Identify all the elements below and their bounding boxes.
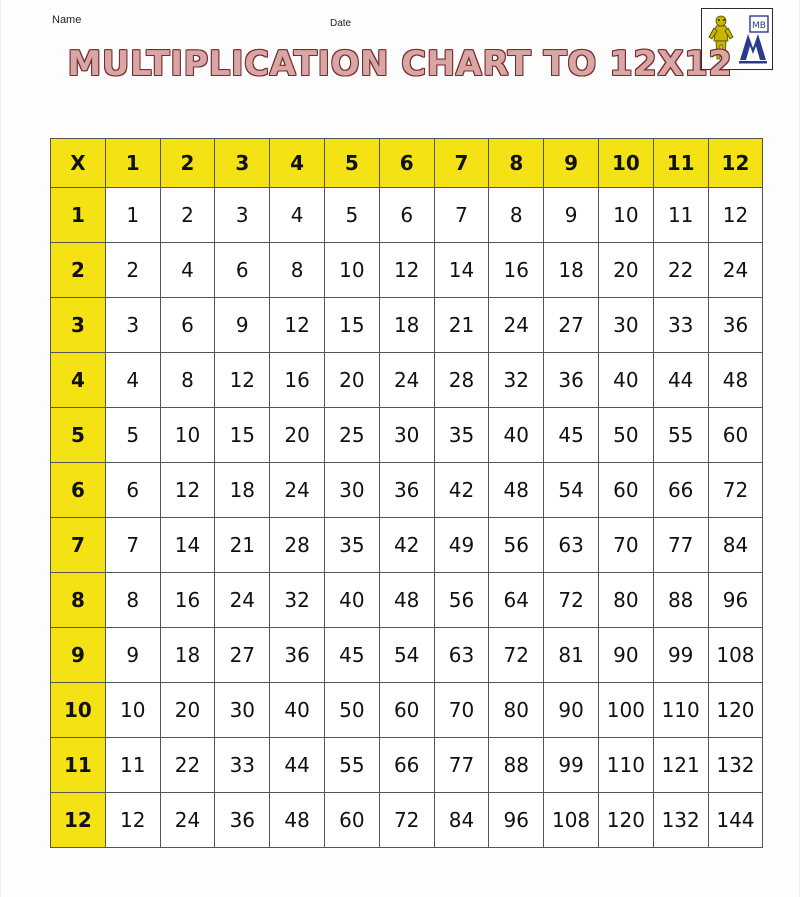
table-cell: 27	[215, 628, 270, 683]
table-cell: 12	[105, 793, 160, 848]
table-row	[51, 793, 763, 848]
table-cell: 80	[598, 573, 653, 628]
table-cell: 60	[708, 408, 763, 463]
row-header: 11	[51, 738, 106, 793]
table-cell: 3	[215, 188, 270, 243]
table-cell: 20	[270, 408, 325, 463]
svg-text:MB: MB	[752, 21, 766, 31]
table-header-row	[51, 139, 763, 188]
table-cell: 12	[215, 353, 270, 408]
table-cell: 18	[215, 463, 270, 518]
table-cell: 42	[434, 463, 489, 518]
table-row	[51, 683, 763, 738]
table-cell: 27	[544, 298, 599, 353]
table-cell: 132	[708, 738, 763, 793]
table-cell: 2	[105, 243, 160, 298]
table-cell: 14	[434, 243, 489, 298]
table-cell: 55	[324, 738, 379, 793]
table-cell: 36	[544, 353, 599, 408]
table-cell: 70	[434, 683, 489, 738]
table-cell: 30	[598, 298, 653, 353]
table-cell: 77	[653, 518, 708, 573]
table-cell: 24	[270, 463, 325, 518]
table-cell: 81	[544, 628, 599, 683]
table-cell: 48	[270, 793, 325, 848]
table-cell: 7	[434, 188, 489, 243]
table-cell: 9	[105, 628, 160, 683]
table-row	[51, 738, 763, 793]
col-header: 12	[708, 139, 763, 188]
table-cell: 33	[215, 738, 270, 793]
table-row	[51, 573, 763, 628]
table-corner-cell: X	[51, 139, 106, 188]
table-cell: 48	[489, 463, 544, 518]
table-cell: 24	[708, 243, 763, 298]
table-cell: 36	[708, 298, 763, 353]
table-cell: 110	[598, 738, 653, 793]
table-cell: 108	[708, 628, 763, 683]
table-cell: 56	[489, 518, 544, 573]
table-cell: 14	[160, 518, 215, 573]
table-cell: 50	[324, 683, 379, 738]
table-cell: 70	[598, 518, 653, 573]
table-cell: 35	[324, 518, 379, 573]
table-cell: 28	[270, 518, 325, 573]
row-header: 9	[51, 628, 106, 683]
table-cell: 9	[544, 188, 599, 243]
col-header: 1	[105, 139, 160, 188]
table-cell: 30	[324, 463, 379, 518]
row-header: 1	[51, 188, 106, 243]
table-cell: 16	[489, 243, 544, 298]
table-cell: 80	[489, 683, 544, 738]
table-cell: 60	[598, 463, 653, 518]
table-cell: 48	[379, 573, 434, 628]
row-header: 2	[51, 243, 106, 298]
table-cell: 6	[379, 188, 434, 243]
table-cell: 121	[653, 738, 708, 793]
table-cell: 1	[105, 188, 160, 243]
table-cell: 5	[105, 408, 160, 463]
table-cell: 6	[215, 243, 270, 298]
table-cell: 63	[434, 628, 489, 683]
table-cell: 36	[270, 628, 325, 683]
table-cell: 54	[379, 628, 434, 683]
table-cell: 72	[379, 793, 434, 848]
table-cell: 4	[160, 243, 215, 298]
table-cell: 18	[379, 298, 434, 353]
table-cell: 84	[708, 518, 763, 573]
table-cell: 21	[215, 518, 270, 573]
table-cell: 30	[379, 408, 434, 463]
row-header: 5	[51, 408, 106, 463]
table-cell: 55	[653, 408, 708, 463]
col-header: 10	[598, 139, 653, 188]
table-cell: 108	[544, 793, 599, 848]
table-cell: 6	[160, 298, 215, 353]
row-header: 7	[51, 518, 106, 573]
table-cell: 64	[489, 573, 544, 628]
table-cell: 84	[434, 793, 489, 848]
col-header: 5	[324, 139, 379, 188]
table-cell: 10	[105, 683, 160, 738]
table-cell: 12	[379, 243, 434, 298]
table-row	[51, 298, 763, 353]
row-header: 10	[51, 683, 106, 738]
table-cell: 24	[379, 353, 434, 408]
col-header: 9	[544, 139, 599, 188]
table-cell: 45	[324, 628, 379, 683]
table-cell: 66	[379, 738, 434, 793]
table-cell: 28	[434, 353, 489, 408]
table-cell: 49	[434, 518, 489, 573]
table-cell: 33	[653, 298, 708, 353]
multiplication-table-container	[50, 138, 755, 848]
table-cell: 90	[598, 628, 653, 683]
table-cell: 10	[160, 408, 215, 463]
row-header: 3	[51, 298, 106, 353]
table-cell: 8	[105, 573, 160, 628]
table-cell: 20	[160, 683, 215, 738]
table-cell: 12	[270, 298, 325, 353]
table-cell: 8	[270, 243, 325, 298]
table-cell: 10	[598, 188, 653, 243]
col-header: 8	[489, 139, 544, 188]
table-cell: 18	[160, 628, 215, 683]
table-cell: 6	[105, 463, 160, 518]
table-cell: 99	[544, 738, 599, 793]
table-cell: 4	[105, 353, 160, 408]
table-cell: 88	[489, 738, 544, 793]
table-cell: 12	[160, 463, 215, 518]
table-cell: 120	[708, 683, 763, 738]
table-cell: 2	[160, 188, 215, 243]
table-cell: 60	[379, 683, 434, 738]
table-cell: 4	[270, 188, 325, 243]
table-cell: 96	[708, 573, 763, 628]
table-cell: 144	[708, 793, 763, 848]
table-cell: 15	[215, 408, 270, 463]
table-row	[51, 353, 763, 408]
table-cell: 42	[379, 518, 434, 573]
table-row	[51, 188, 763, 243]
col-header: 2	[160, 139, 215, 188]
table-cell: 22	[160, 738, 215, 793]
col-header: 3	[215, 139, 270, 188]
page-title: MULTIPLICATION CHART TO 12X12	[67, 44, 733, 84]
name-field-label: Name	[52, 14, 82, 26]
table-cell: 66	[653, 463, 708, 518]
table-cell: 60	[324, 793, 379, 848]
table-cell: 11	[653, 188, 708, 243]
table-cell: 16	[270, 353, 325, 408]
table-cell: 45	[544, 408, 599, 463]
table-cell: 21	[434, 298, 489, 353]
table-cell: 11	[105, 738, 160, 793]
table-cell: 54	[544, 463, 599, 518]
col-header: 4	[270, 139, 325, 188]
table-cell: 25	[324, 408, 379, 463]
table-cell: 63	[544, 518, 599, 573]
table-row	[51, 408, 763, 463]
table-cell: 36	[215, 793, 270, 848]
row-header: 8	[51, 573, 106, 628]
table-cell: 24	[489, 298, 544, 353]
table-cell: 56	[434, 573, 489, 628]
table-cell: 32	[270, 573, 325, 628]
table-cell: 44	[653, 353, 708, 408]
table-row	[51, 518, 763, 573]
table-row	[51, 243, 763, 298]
table-cell: 36	[379, 463, 434, 518]
col-header: 11	[653, 139, 708, 188]
table-cell: 72	[544, 573, 599, 628]
table-cell: 40	[324, 573, 379, 628]
table-cell: 88	[653, 573, 708, 628]
table-cell: 32	[489, 353, 544, 408]
row-header: 12	[51, 793, 106, 848]
table-cell: 30	[215, 683, 270, 738]
table-cell: 100	[598, 683, 653, 738]
table-cell: 50	[598, 408, 653, 463]
table-cell: 18	[544, 243, 599, 298]
table-cell: 44	[270, 738, 325, 793]
table-cell: 9	[215, 298, 270, 353]
table-cell: 120	[598, 793, 653, 848]
table-cell: 8	[489, 188, 544, 243]
table-cell: 40	[598, 353, 653, 408]
table-cell: 40	[489, 408, 544, 463]
table-cell: 8	[160, 353, 215, 408]
table-cell: 48	[708, 353, 763, 408]
date-field-label: Date	[330, 18, 352, 29]
table-cell: 15	[324, 298, 379, 353]
table-cell: 12	[708, 188, 763, 243]
table-cell: 40	[270, 683, 325, 738]
row-header: 6	[51, 463, 106, 518]
col-header: 6	[379, 139, 434, 188]
multiplication-table	[50, 138, 763, 848]
table-cell: 90	[544, 683, 599, 738]
table-cell: 20	[598, 243, 653, 298]
table-cell: 24	[160, 793, 215, 848]
table-cell: 72	[489, 628, 544, 683]
table-cell: 24	[215, 573, 270, 628]
table-cell: 72	[708, 463, 763, 518]
table-cell: 7	[105, 518, 160, 573]
table-cell: 3	[105, 298, 160, 353]
table-cell: 5	[324, 188, 379, 243]
table-cell: 96	[489, 793, 544, 848]
table-cell: 77	[434, 738, 489, 793]
table-cell: 110	[653, 683, 708, 738]
table-cell: 99	[653, 628, 708, 683]
table-cell: 22	[653, 243, 708, 298]
table-cell: 10	[324, 243, 379, 298]
table-row	[51, 628, 763, 683]
table-row	[51, 463, 763, 518]
row-header: 4	[51, 353, 106, 408]
table-cell: 20	[324, 353, 379, 408]
table-cell: 132	[653, 793, 708, 848]
col-header: 7	[434, 139, 489, 188]
table-cell: 16	[160, 573, 215, 628]
table-cell: 35	[434, 408, 489, 463]
